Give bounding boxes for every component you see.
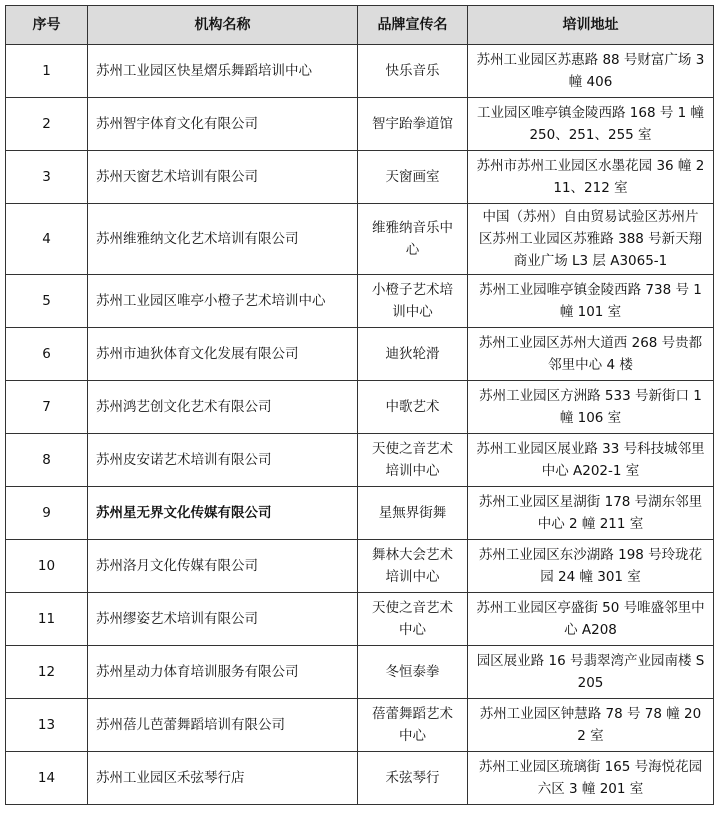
row-serial: 3 — [6, 151, 88, 204]
training-address: 苏州工业园区星湖街 178 号湖东邻里中心 2 幢 211 室 — [468, 487, 714, 540]
brand-name: 天窗画室 — [358, 151, 468, 204]
brand-name: 小橙子艺术培训中心 — [358, 275, 468, 328]
row-serial: 13 — [6, 699, 88, 752]
brand-name: 禾弦琴行 — [358, 752, 468, 805]
brand-name: 中歌艺术 — [358, 381, 468, 434]
brand-name: 天使之音艺术中心 — [358, 593, 468, 646]
training-address: 工业园区唯亭镇金陵西路 168 号 1 幢 250、251、255 室 — [468, 98, 714, 151]
row-serial: 1 — [6, 45, 88, 98]
table-row — [6, 646, 714, 699]
table-row — [6, 45, 714, 98]
table-row — [6, 328, 714, 381]
row-serial: 14 — [6, 752, 88, 805]
header-serial: 序号 — [6, 6, 88, 45]
row-serial: 9 — [6, 487, 88, 540]
table-row — [6, 275, 714, 328]
header-institution-name: 机构名称 — [88, 6, 358, 45]
brand-name: 星無界街舞 — [358, 487, 468, 540]
table-row — [6, 752, 714, 805]
table-row — [6, 381, 714, 434]
table-row — [6, 487, 714, 540]
brand-name: 冬恒泰拳 — [358, 646, 468, 699]
row-serial: 8 — [6, 434, 88, 487]
brand-name: 天使之音艺术培训中心 — [358, 434, 468, 487]
institution-name: 苏州洛月文化传媒有限公司 — [88, 540, 358, 593]
row-serial: 5 — [6, 275, 88, 328]
table-row — [6, 434, 714, 487]
institution-name: 苏州市迪狄体育文化发展有限公司 — [88, 328, 358, 381]
row-serial: 12 — [6, 646, 88, 699]
training-address: 中国（苏州）自由贸易试验区苏州片区苏州工业园区苏雅路 388 号新天翔商业广场 L3 层 A3065-1 — [468, 204, 714, 275]
institution-name: 苏州维雅纳文化艺术培训有限公司 — [88, 204, 358, 275]
row-serial: 2 — [6, 98, 88, 151]
training-address: 苏州工业园区方洲路 533 号新街口 1 幢 106 室 — [468, 381, 714, 434]
header-brand-name: 品牌宣传名 — [358, 6, 468, 45]
row-serial: 6 — [6, 328, 88, 381]
institution-name: 苏州皮安诺艺术培训有限公司 — [88, 434, 358, 487]
row-serial: 11 — [6, 593, 88, 646]
brand-name: 维雅纳音乐中心 — [358, 204, 468, 275]
institution-name: 苏州工业园区唯亭小橙子艺术培训中心 — [88, 275, 358, 328]
header-row — [6, 6, 714, 45]
table-row — [6, 540, 714, 593]
table-row — [6, 593, 714, 646]
header-training-address: 培训地址 — [468, 6, 714, 45]
brand-name: 舞林大会艺术培训中心 — [358, 540, 468, 593]
institution-name: 苏州蓓儿芭蕾舞蹈培训有限公司 — [88, 699, 358, 752]
training-address: 苏州市苏州工业园区水墨花园 36 幢 211、212 室 — [468, 151, 714, 204]
institution-table — [5, 5, 714, 805]
row-serial: 10 — [6, 540, 88, 593]
institution-name: 苏州智宇体育文化有限公司 — [88, 98, 358, 151]
table-row — [6, 151, 714, 204]
training-address: 苏州工业园区亭盛街 50 号唯盛邻里中心 A208 — [468, 593, 714, 646]
training-address: 苏州工业园唯亭镇金陵西路 738 号 1 幢 101 室 — [468, 275, 714, 328]
training-address: 苏州工业园区苏州大道西 268 号贵都邻里中心 4 楼 — [468, 328, 714, 381]
row-serial: 4 — [6, 204, 88, 275]
institution-name: 苏州工业园区禾弦琴行店 — [88, 752, 358, 805]
institution-name: 苏州天窗艺术培训有限公司 — [88, 151, 358, 204]
training-address: 苏州工业园区钟慧路 78 号 78 幢 202 室 — [468, 699, 714, 752]
brand-name: 迪狄轮滑 — [358, 328, 468, 381]
institution-name: 苏州星动力体育培训服务有限公司 — [88, 646, 358, 699]
table-row — [6, 204, 714, 275]
institution-name: 苏州星无界文化传媒有限公司 — [88, 487, 358, 540]
brand-name: 快乐音乐 — [358, 45, 468, 98]
row-serial: 7 — [6, 381, 88, 434]
training-address: 园区展业路 16 号翡翠湾产业园南楼 S205 — [468, 646, 714, 699]
institution-name: 苏州鸿艺创文化艺术有限公司 — [88, 381, 358, 434]
brand-name: 智宇跆拳道馆 — [358, 98, 468, 151]
training-address: 苏州工业园区琉璃街 165 号海悦花园六区 3 幢 201 室 — [468, 752, 714, 805]
brand-name: 蓓蕾舞蹈艺术中心 — [358, 699, 468, 752]
table-row — [6, 98, 714, 151]
training-address: 苏州工业园区苏惠路 88 号财富广场 3 幢 406 — [468, 45, 714, 98]
training-address: 苏州工业园区展业路 33 号科技城邻里中心 A202-1 室 — [468, 434, 714, 487]
table-row — [6, 699, 714, 752]
training-address: 苏州工业园区东沙湖路 198 号玲珑花园 24 幢 301 室 — [468, 540, 714, 593]
institution-name: 苏州工业园区快星熠乐舞蹈培训中心 — [88, 45, 358, 98]
institution-name: 苏州缪姿艺术培训有限公司 — [88, 593, 358, 646]
